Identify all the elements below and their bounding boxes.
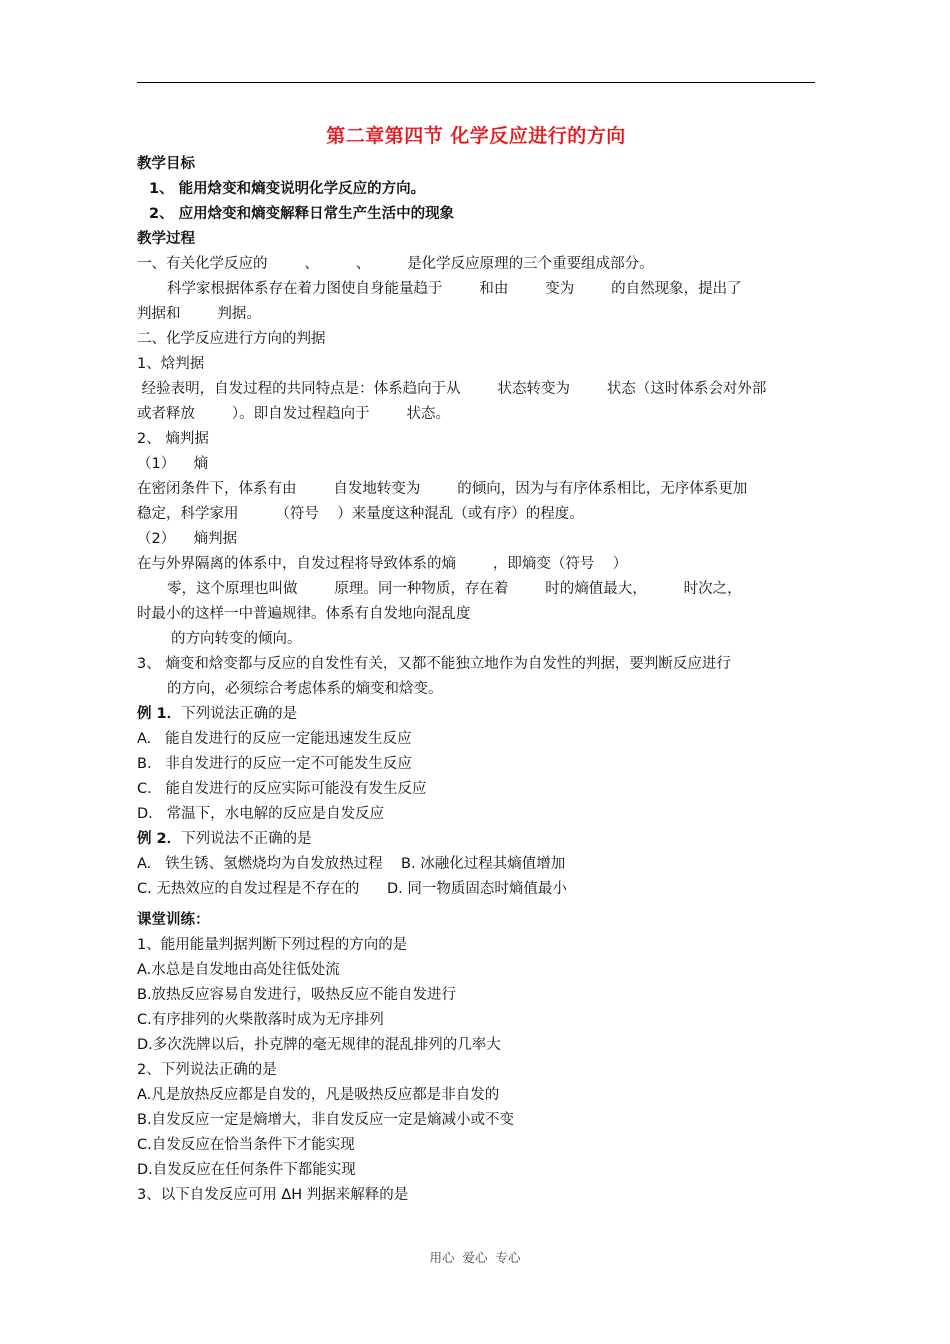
text-line: C. 能自发进行的反应实际可能没有发生反应: [137, 781, 427, 797]
text-line: 1、 能用焓变和熵变说明化学反应的方向。: [149, 181, 426, 197]
text-lines: [137, 152, 815, 1208]
text-line: 教学过程: [137, 231, 195, 247]
text-line: C.自发反应在恰当条件下才能实现: [137, 1137, 355, 1153]
text-line: 稳定，科学家用 （符号 ）来量度这种混乱（或有序）的程度。: [137, 506, 584, 522]
example-label: 例 1．: [137, 706, 182, 722]
text-line: [137, 827, 815, 852]
document-body: [137, 120, 815, 1208]
text-line: D. 常温下，水电解的反应是自发反应: [137, 806, 385, 822]
text-line: 在与外界隔离的体系中，自发过程将导致体系的熵 ，即熵变（符号 ）: [137, 556, 628, 572]
text-line: 的方向，必须综合考虑体系的熵变和焓变。: [167, 681, 443, 697]
text-line: D.多次洗牌以后，扑克牌的毫无规律的混乱排列的几率大: [137, 1037, 501, 1053]
text-line: A.凡是放热反应都是自发的，凡是吸热反应都是非自发的: [137, 1087, 500, 1103]
text-line: 二、化学反应进行方向的判据: [137, 331, 326, 347]
text-line: B.自发反应一定是熵增大，非自发反应一定是熵减小或不变: [137, 1112, 515, 1128]
example-label: 例 2．: [137, 831, 182, 847]
text-line: 的方向转变的倾向。: [171, 631, 302, 647]
text-line: 3、以下自发反应可用 ΔH 判据来解释的是: [137, 1187, 409, 1203]
text-line: 课堂训练：: [137, 912, 210, 928]
text-line: （1） 熵: [137, 456, 209, 472]
text-line: 教学目标: [137, 156, 195, 172]
text-line: 1、能用能量判据判断下列过程的方向的是: [137, 937, 408, 953]
text-line: 科学家根据体系存在着力图使自身能量趋于 和由 变为 的自然现象，提出了: [167, 281, 742, 297]
text-line: 一、有关化学反应的 、 、 是化学反应原理的三个重要组成部分。: [137, 256, 654, 272]
text-line: 零，这个原理也叫做 原理。同一种物质，存在着 时的熵值最大， 时次之，: [167, 581, 742, 597]
text-line: 经验表明，自发过程的共同特点是：体系趋向于从 状态转变为 状态（这时体系会对外部: [137, 381, 767, 397]
text-line: （2） 熵判据: [137, 531, 238, 547]
page-title: 第二章第四节 化学反应进行的方向: [326, 125, 626, 147]
text-line: B.放热反应容易自发进行，吸热反应不能自发进行: [137, 987, 457, 1003]
text-line: 在密闭条件下，体系有由 自发地转变为 的倾向，因为与有序体系相比，无序体系更加: [137, 481, 748, 497]
text-line: 判据和 判据。: [137, 306, 261, 322]
text-line: A.水总是自发地由高处往低处流: [137, 962, 340, 978]
text-line: C. 无热效应的自发过程是不存在的 D. 同一物质固态时熵值最小: [137, 881, 567, 897]
text-line: 3、 熵变和焓变都与反应的自发性有关，又都不能独立地作为自发性的判据，要判断反应进行: [137, 656, 731, 672]
text-line: B. 非自发进行的反应一定不可能发生反应: [137, 756, 412, 772]
text-line: 或者释放 ）。即自发过程趋向于 状态。: [137, 406, 450, 422]
text-line: 2、 熵判据: [137, 431, 209, 447]
text-line: A. 能自发进行的反应一定能迅速发生反应: [137, 731, 412, 747]
text-line: D.自发反应在任何条件下都能实现: [137, 1162, 356, 1178]
header-rule: [137, 82, 815, 83]
example-question: 下列说法不正确的是: [181, 831, 312, 847]
text-line: 2、下列说法正确的是: [137, 1062, 277, 1078]
text-line: 时最小的这样一中普遍规律。体系有自发地向混乱度: [137, 606, 471, 622]
text-line: A. 铁生锈、氢燃烧均为自发放热过程 B. 冰融化过程其熵值增加: [137, 856, 566, 872]
text-line: [137, 702, 815, 727]
text-line: 2、 应用焓变和熵变解释日常生产生活中的现象: [149, 206, 455, 222]
text-line: C.有序排列的火柴散落时成为无序排列: [137, 1012, 384, 1028]
example-question: 下列说法正确的是: [181, 706, 298, 722]
page-footer: 用心 爱心 专心: [429, 1250, 521, 1265]
text-line: 1、焓判据: [137, 356, 205, 372]
